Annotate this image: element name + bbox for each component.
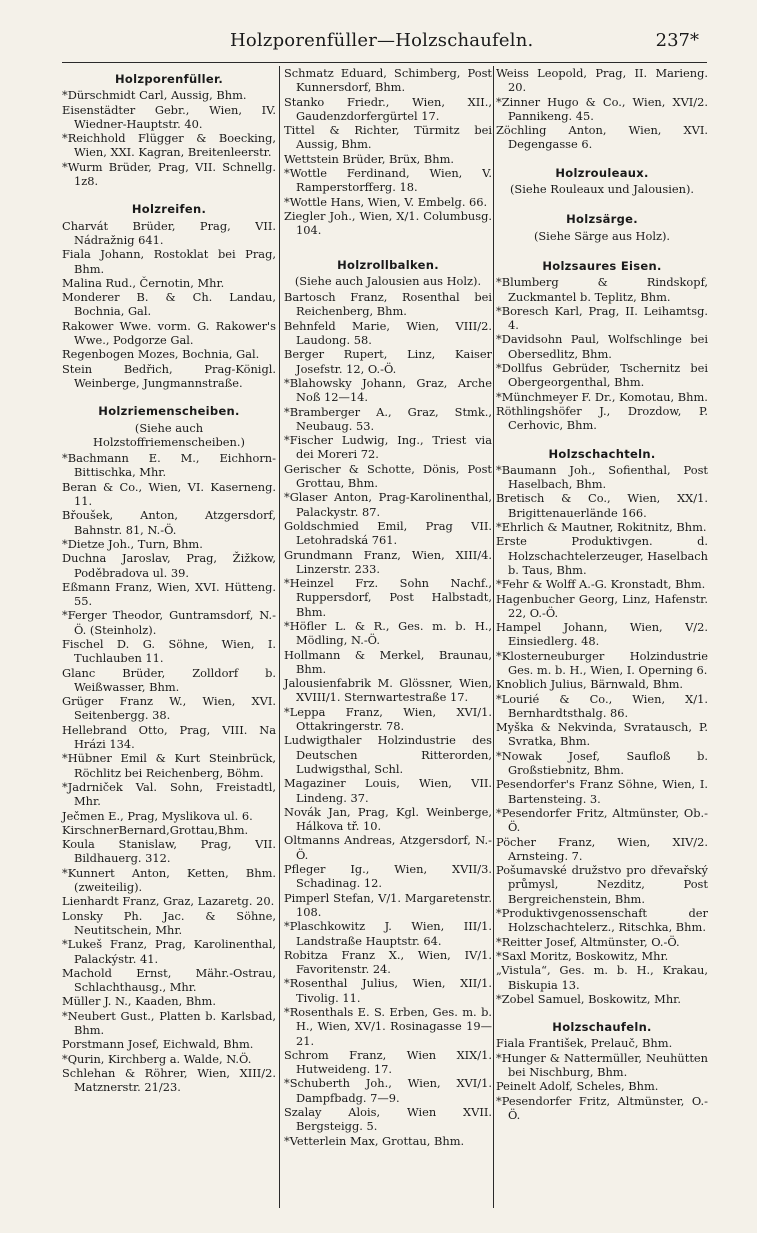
section-note: (Siehe Rouleaux und Jalousien). [509,182,695,197]
list-entry: *Heinzel Frz. Sohn Nachf., Ruppersdorf, Post Halbstadt, Bhm. [284,576,492,619]
list-entry: *Vetterlein Max, Grottau, Bhm. [284,1133,465,1148]
list-entry: *Qurin, Kirchberg a. Walde, N.Ö. [62,1051,252,1066]
list-entry: Peinelt Adolf, Scheles, Bhm. [496,1079,659,1094]
list-entry: *Jadrniček Val. Sohn, Freistadtl, Mhr. [62,779,276,809]
list-entry: Monderer B. & Ch. Landau, Bochnia, Gal. [62,290,276,319]
list-entry: Grüger Franz W., Wien, XVI. Seitenbergg. 38. [62,694,276,723]
list-entry: Bartosch Franz, Rosenthal bei Reichenberg, Bhm. [284,290,492,319]
list-entry: Stanko Friedr., Wien, XII., Gaudenzdorfergürtel 17. [284,94,492,123]
list-entry: *Hübner Emil & Kurt Steinbrück, Röchlitz bei Reichenberg, Böhm. [62,751,276,780]
list-entry: *Wurm Brüder, Prag, VII. Schnellg. 1z8. [62,159,276,189]
column-divider [279,66,280,1208]
list-entry: *Dürschmidt Carl, Aussig, Bhm. [62,88,247,103]
list-entry: Hollmann & Merkel, Braunau, Bhm. [284,647,492,676]
list-entry: Wettstein Brüder, Brüx, Bhm. [284,151,455,166]
column-1 [62,66,276,1094]
list-entry: Röthlingshöfer J., Drozdow, P. Cerhovic, Bhm. [496,403,708,433]
list-entry: *Fehr & Wolff A.-G. Kronstadt, Bhm. [496,577,706,592]
list-entry: *Davidsohn Paul, Wolfschlinge bei Obersedlitz, Bhm. [496,332,708,361]
list-entry: Schlehan & Röhrer, Wien, XIII/2. Matznerstr. 21/23. [62,1065,276,1095]
list-entry: KirschnerBernard,Grottau,Bhm. [62,822,249,837]
list-entry: *Kunnert Anton, Ketten, Bhm. (zweiteilig). [62,865,276,895]
list-entry: *Fischer Ludwig, Ing., Triest via dei Moreri 72. [284,433,492,462]
section-note: (Siehe Särge aus Holz). [533,228,671,243]
list-entry: *Lukeš Franz, Prag, Karolinenthal, Palackýstr. 41. [62,937,276,966]
list-entry: Myška & Nekvinda, Svratausch, P. Svratka, Bhm. [496,720,708,749]
list-entry: *Lourié & Co., Wien, X/1. Bernhardtsthalg. 86. [496,691,708,720]
list-entry: *Münchmeyer F. Dr., Komotau, Bhm. [496,389,708,404]
list-entry: Robitza Franz X., Wien, IV/1. Favoritenstr. 24. [284,947,492,977]
list-entry: Beran & Co., Wien, VI. Kaserneng. 11. [62,479,276,509]
list-entry: *Pesendorfer Fritz, Altmünster, Ob.-Ö. [496,805,708,835]
list-entry: Porstmann Josef, Eichwald, Bhm. [62,1037,254,1052]
section-heading: Holzrouleaux. [555,165,649,180]
list-entry: *Pesendorfer Fritz, Altmünster, O.-Ö. [496,1093,708,1122]
section-note: (Siehe auch Holzstoffriemenscheiben.) [93,420,245,449]
list-entry: Ludwigthaler Holzindustrie des Deutschen Ritterorden, Ludwigsthal, Schl. [284,733,492,776]
list-entry: Fischel D. G. Söhne, Wien, I. Tuchlauben 11. [62,636,276,666]
list-entry: Hellebrand Otto, Prag, VIII. Na Hrázi 134. [62,722,276,752]
list-entry: *Rosenthal Julius, Wien, XII/1. Tivolig. 11. [284,976,492,1005]
list-entry: Rakower Wwe. vorm. G. Rakower's Wwe., Podgorze Gal. [62,318,276,348]
list-entry: Erste Produktivgen. d. Holzschachtelerzeuger, Haselbach b. Taus, Bhm. [496,534,708,577]
list-entry: *Glaser Anton, Prag-Karolinenthal, Palackystr. 87. [284,490,492,519]
list-entry: Ziegler Joh., Wien, X/1. Columbusg. 104. [284,208,492,238]
section-heading: Holzsärge. [566,212,638,227]
list-entry: Pfleger Ig., Wien, XVII/3. Schadinag. 12. [284,862,492,891]
list-entry: Behnfeld Marie, Wien, VIII/2. Laudong. 58. [284,318,492,348]
list-entry: *Zinner Hugo & Co., Wien, XVI/2. Pannikeng. 45. [496,94,708,123]
page-title: Holzporenfüller—Holzschaufeln. [230,30,534,51]
list-entry: Pöcher Franz, Wien, XIV/2. Arnsteing. 7. [496,834,708,863]
list-entry: Zöchling Anton, Wien, XVI. Degengasse 6. [496,123,708,152]
list-entry: Novák Jan, Prag, Kgl. Weinberge, Hálkova tř. 10. [284,804,492,834]
list-entry: Koula Stanislaw, Prag, VII. Bildhauerg. 312. [62,837,276,866]
list-entry: *Blahowsky Johann, Graz, Arche Noß 12—14. [284,375,492,405]
list-entry: Bretisch & Co., Wien, XX/1. Brigittenauerlände 166. [496,491,708,520]
list-entry: Lonsky Ph. Jac. & Söhne, Neutitschein, Mhr. [62,908,276,937]
section-heading: Holzrollbalken. [337,257,439,272]
list-entry: Weiss Leopold, Prag, II. Marieng. 20. [496,66,708,95]
column-divider [493,66,494,1208]
section-heading: Holzschaufeln. [552,1020,652,1035]
list-entry: *Ferger Theodor, Guntramsdorf, N.-Ö. (Steinholz). [62,608,276,637]
list-entry: *Dietze Joh., Turn, Bhm. [62,536,203,551]
list-entry: *Rosenthals E. S. Erben, Ges. m. b. H., Wien, XV/1. Rosinagasse 19—21. [284,1005,492,1048]
page-header [0,30,757,62]
list-entry: *Wottle Ferdinand, Wien, V. Ramperstorfferg. 18. [284,166,492,195]
list-entry: Fiala Johann, Rostoklat bei Prag, Bhm. [62,247,276,276]
list-entry: *Blumberg & Rindskopf, Zuckmantel b. Teplitz, Bhm. [496,275,708,304]
list-entry: *Höfler L. & R., Ges. m. b. H., Mödling, N.-Ö. [284,618,492,648]
list-entry: Stein Bedřich, Prag-Königl. Weinberge, Jungmannstraße. [62,361,276,390]
list-entry: Goldschmied Emil, Prag VII. Letohradská 761. [284,518,492,548]
list-entry: Pesendorfer's Franz Söhne, Wien, I. Bartensteing. 3. [496,777,708,806]
list-entry: Jalousienfabrik M. Glössner, Wien, XVIII/1. Sternwartestraße 17. [284,676,492,705]
list-entry: Grundmann Franz, Wien, XIII/4. Linzerstr. 233. [284,547,492,576]
list-entry: Schmatz Eduard, Schimberg, Post Kunnersdorf, Bhm. [284,66,492,95]
list-entry: Pošumavské družstvo pro dřevařský průmysl, Nezditz, Post Bergreichenstein, Bhm. [496,863,708,906]
list-entry: Fiala František, Prelauč, Bhm. [496,1036,673,1051]
list-entry: Szalay Alois, Wien XVII. Bergsteigg. 5. [284,1105,492,1134]
list-entry: Hampel Johann, Wien, V/2. Einsiedlerg. 48. [496,620,708,649]
list-entry: Duchna Jaroslav, Prag, Žižkow, Poděbradova ul. 39. [62,551,276,580]
list-entry: *Wottle Hans, Wien, V. Embelg. 66. [284,194,488,209]
section-heading: Holzsaures Eisen. [542,258,662,273]
section-heading: Holzreifen. [131,202,207,217]
list-entry: *Ehrlich & Mautner, Rokitnitz, Bhm. [496,520,707,535]
list-entry: *Leppa Franz, Wien, XVI/1. Ottakringerstr. 78. [284,704,492,734]
list-entry: *Reitter Josef, Altmünster, O.-Ö. [496,934,680,949]
list-entry: *Baumann Joh., Sofienthal, Post Haselbach, Bhm. [496,462,708,492]
list-entry: Müller J. N., Kaaden, Bhm. [62,994,216,1009]
list-entry: Magaziner Louis, Wien, VII. Lindeng. 37. [284,776,492,805]
column-2 [284,66,492,1148]
list-entry: *Reichhold Flügger & Boecking, Wien, XXI. Kagran, Breitenleerstr. [62,131,276,160]
list-entry: *Schuberth Joh., Wien, XVI/1. Dampfbadg. 7—9. [284,1076,492,1105]
list-entry: Machold Ernst, Mähr.-Ostrau, Schlachthausg., Mhr. [62,965,276,995]
list-entry: *Zobel Samuel, Boskowitz, Mhr. [496,991,681,1006]
list-entry: *Plaschkowitz J. Wien, III/1. Landstraße Hauptstr. 64. [284,919,492,948]
list-entry: *Boresch Karl, Prag, II. Leihamtsg. 4. [496,303,708,333]
list-entry: *Bachmann E. M., Eichhorn-Bittischka, Mhr. [62,451,276,480]
list-entry: *Saxl Moritz, Boskowitz, Mhr. [496,948,669,963]
list-entry: *Nowak Josef, Saufloß b. Großstiebnitz, Bhm. [496,748,708,778]
list-entry: *Klosterneuburger Holzindustrie Ges. m. b. H., Wien, I. Operning 6. [496,648,708,677]
section-note: (Siehe auch Jalousien aus Holz). [294,273,482,288]
list-entry: Charvát Brüder, Prag, VII. Nádražnig 641. [62,218,276,247]
section-heading: Holzporenfüller. [114,72,224,86]
list-entry: *Dollfus Gebrüder, Tschernitz bei Obergeorgenthal, Bhm. [496,361,708,390]
list-entry: *Bramberger A., Graz, Stmk., Neubaug. 53. [284,404,492,433]
section-heading: Holzschachteln. [548,446,656,461]
list-entry: *Hunger & Nattermüller, Neuhütten bei Nischburg, Bhm. [496,1050,708,1079]
list-entry: Břoušek, Anton, Atzgersdorf, Bahnstr. 81, N.-Ö. [62,508,276,537]
list-entry: Pimperl Stefan, V/1. Margaretenstr. 108. [284,890,492,919]
list-entry: *Produktivgenossenschaft der Holzschachtelerz., Ritschka, Bhm. [496,906,708,935]
page-number: 237* [655,30,699,51]
list-entry: Gerischer & Schotte, Dönis, Post Grottau, Bhm. [284,461,492,491]
list-entry: Lienhardt Franz, Graz, Lazaretg. 20. [62,894,275,909]
list-entry: Schrom Franz, Wien XIX/1. Hutweideng. 17. [284,1047,492,1077]
list-entry: Glanc Brüder, Zolldorf b. Weißwasser, Bhm. [62,665,276,694]
list-entry: Knoblich Julius, Bärnwald, Bhm. [496,677,684,692]
list-entry: Tittel & Richter, Türmitz bei Aussig, Bhm. [284,123,492,152]
list-entry: „Vistula“, Ges. m. b. H., Krakau, Biskupia 13. [496,963,708,992]
list-entry: Malina Rud., Černotin, Mhr. [62,275,225,290]
list-entry: Berger Rupert, Linz, Kaiser Josefstr. 12, O.-Ö. [284,347,492,376]
list-entry: Regenbogen Mozes, Bochnia, Gal. [62,347,260,362]
section-heading: Holzriemenscheiben. [98,404,240,419]
header-rule [62,62,707,63]
list-entry: *Neubert Gust., Platten b. Karlsbad, Bhm. [62,1008,276,1037]
list-entry: Oltmanns Andreas, Atzgersdorf, N.-Ö. [284,833,492,862]
list-entry: Ječmen E., Prag, Myslikova ul. 6. [62,808,253,823]
list-entry: Hagenbucher Georg, Linz, Hafenstr. 22, O.-Ö. [496,591,708,620]
list-entry: Eisenstädter Gebr., Wien, IV. Wiedner-Hauptstr. 40. [62,102,276,131]
list-entry: Eßmann Franz, Wien, XVI. Hütteng. 55. [62,579,276,609]
column-3 [496,66,708,1122]
